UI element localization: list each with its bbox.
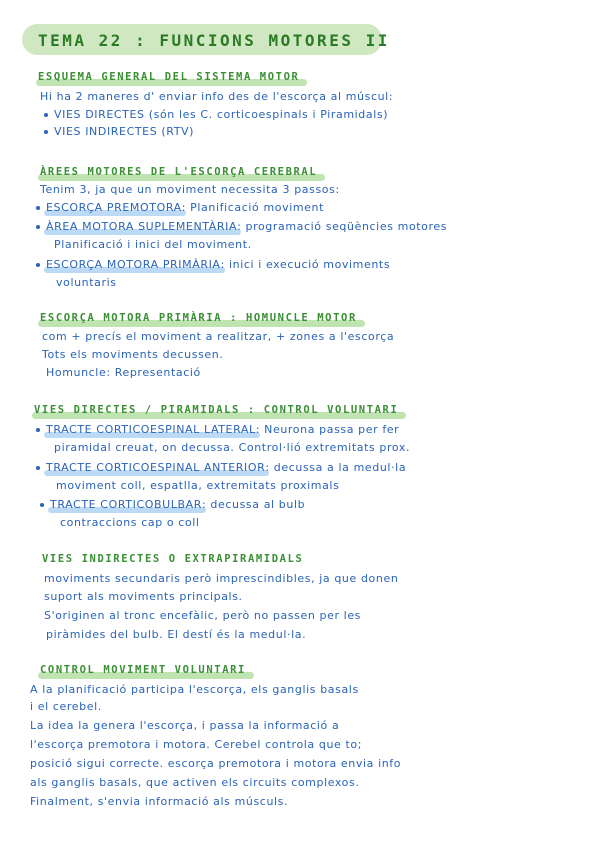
section5-line-1: moviments secundaris però imprescindibles, ja que donen [44, 572, 399, 585]
section1-intro: Hi ha 2 maneres d' enviar info des de l'escorça al múscul: [40, 90, 394, 103]
section4-bullet-1-cont: piramidal creuat, on decussa. Control·lió extremitats prox. [54, 441, 411, 454]
section5-line-2: suport als moviments principals. [44, 590, 243, 603]
section5-line-3: S'originen al tronc encefàlic, però no passen per les [44, 609, 362, 622]
section6-line-6: als ganglis basals, que activen els circuits complexos. [30, 776, 360, 789]
section2-bullet-1: ESCORÇA PREMOTORA: Planificació moviment [36, 201, 324, 214]
section1-bullet-2: VIES INDIRECTES (RTV) [44, 125, 194, 138]
section2-bullet-3-cont: voluntaris [56, 276, 117, 289]
section2-bullet-2: ÀREA MOTORA SUPLEMENTÀRIA: programació seqüències motores [36, 220, 447, 233]
section-heading-vies-directes: VIES DIRECTES / PIRAMIDALS : CONTROL VOLUNTARI [34, 404, 398, 416]
section6-line-1: A la planificació participa l'escorça, els ganglis basals [30, 683, 359, 696]
section6-line-3: La idea la genera l'escorça, i passa la informació a [30, 719, 340, 732]
section2-bullet-3: ESCORÇA MOTORA PRIMÀRIA: inici i execució moviments [36, 258, 390, 271]
section-heading-vies-indirectes: VIES INDIRECTES O EXTRAPIRAMIDALS [42, 553, 304, 565]
section2-intro: Tenim 3, ja que un moviment necessita 3 passos: [40, 183, 340, 196]
section-heading-esquema: ESQUEMA GENERAL DEL SISTEMA MOTOR [38, 71, 299, 83]
page-title: TEMA 22 : FUNCIONS MOTORES II [38, 31, 390, 50]
section4-bullet-2-cont: moviment coll, espatlla, extremitats proximals [56, 479, 340, 492]
section6-line-4: l'escorça premotora i motora. Cerebel controla que to; [30, 738, 363, 751]
section3-line-1: com + precís el moviment a realitzar, + zones a l'escorça [42, 330, 395, 343]
section-heading-escorca: ESCORÇA MOTORA PRIMÀRIA : HOMUNCLE MOTOR [40, 312, 357, 324]
section4-bullet-2: TRACTE CORTICOESPINAL ANTERIOR: decussa a la medul·la [36, 461, 406, 474]
section2-bullet-2-cont: Planificació i inici del moviment. [54, 238, 252, 251]
section-heading-control: CONTROL MOVIMENT VOLUNTARI [40, 664, 246, 676]
section1-bullet-1: VIES DIRECTES (són les C. corticoespinals i Piramidals) [44, 108, 388, 121]
section6-line-7: Finalment, s'envia informació als músculs. [30, 795, 289, 808]
section3-line-3: Homuncle: Representació [46, 366, 201, 379]
section4-bullet-3: TRACTE CORTICOBULBAR: decussa al bulb [40, 498, 305, 511]
section5-line-4: piràmides del bulb. El destí és la medul·la. [46, 628, 307, 641]
section-heading-arees: ÀREES MOTORES DE L'ESCORÇA CEREBRAL [40, 166, 317, 178]
section3-line-2: Tots els moviments decussen. [42, 348, 224, 361]
section6-line-2: i el cerebel. [30, 700, 102, 713]
section4-bullet-1: TRACTE CORTICOESPINAL LATERAL: Neurona passa per fer [36, 423, 399, 436]
section4-bullet-3-cont: contraccions cap o coll [60, 516, 200, 529]
section6-line-5: posició sigui correcte. escorça premotora i motora envia info [30, 757, 402, 770]
